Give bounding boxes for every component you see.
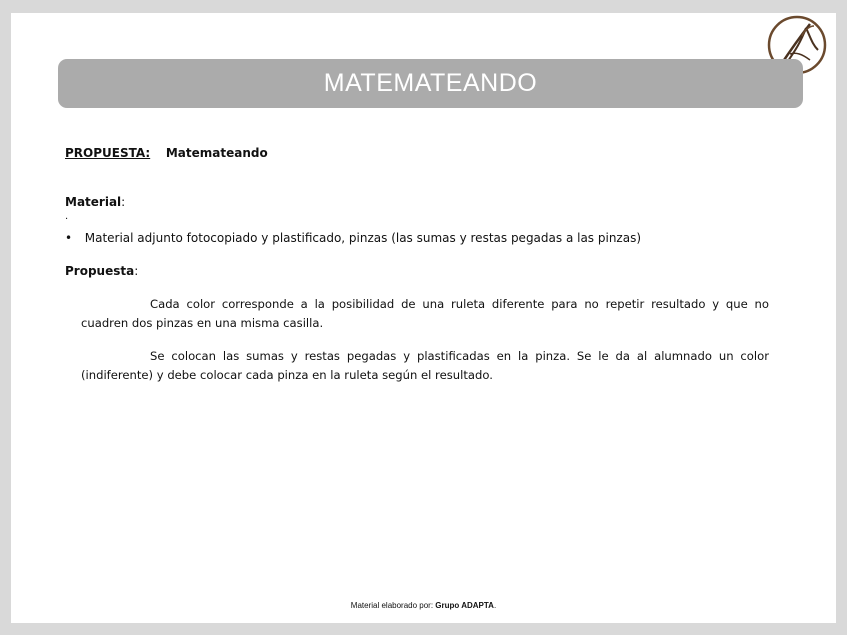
proposal-value: Matemateando	[165, 146, 268, 160]
footer-group: Grupo ADAPTA	[435, 601, 494, 610]
propuesta-heading: Propuesta	[65, 264, 135, 278]
footer-credit	[0, 601, 847, 610]
propuesta-heading-line	[65, 264, 138, 278]
material-colon: :	[121, 195, 126, 209]
paragraph-1: Cada color corresponde a la posibilidad de una ruleta diferente para no repetir resultado y que no cuadren dos pinzas en una misma casilla.	[81, 297, 769, 330]
propuesta-colon: :	[134, 264, 139, 278]
material-dot: .	[65, 211, 69, 222]
title-banner	[58, 59, 803, 108]
material-heading: Material	[65, 195, 122, 209]
page-title: MATEMATEANDO	[323, 69, 538, 97]
material-list-item	[65, 231, 641, 245]
bullet-icon: •	[65, 231, 73, 245]
footer-suffix: .	[493, 601, 497, 610]
proposal-label: PROPUESTA:	[65, 146, 151, 160]
material-item-text: Material adjunto fotocopiado y plastificado, pinzas (las sumas y restas pegadas a las pinzas)	[84, 231, 642, 245]
paragraph-2: Se colocan las sumas y restas pegadas y plastificadas en la pinza. Se le da al alumnado un color (indiferente) y debe colocar cada pinza en la ruleta según el resultado.	[81, 349, 769, 382]
material-heading-line	[65, 195, 125, 209]
footer-prefix: Material elaborado por:	[350, 601, 436, 610]
proposal-line	[65, 146, 268, 160]
